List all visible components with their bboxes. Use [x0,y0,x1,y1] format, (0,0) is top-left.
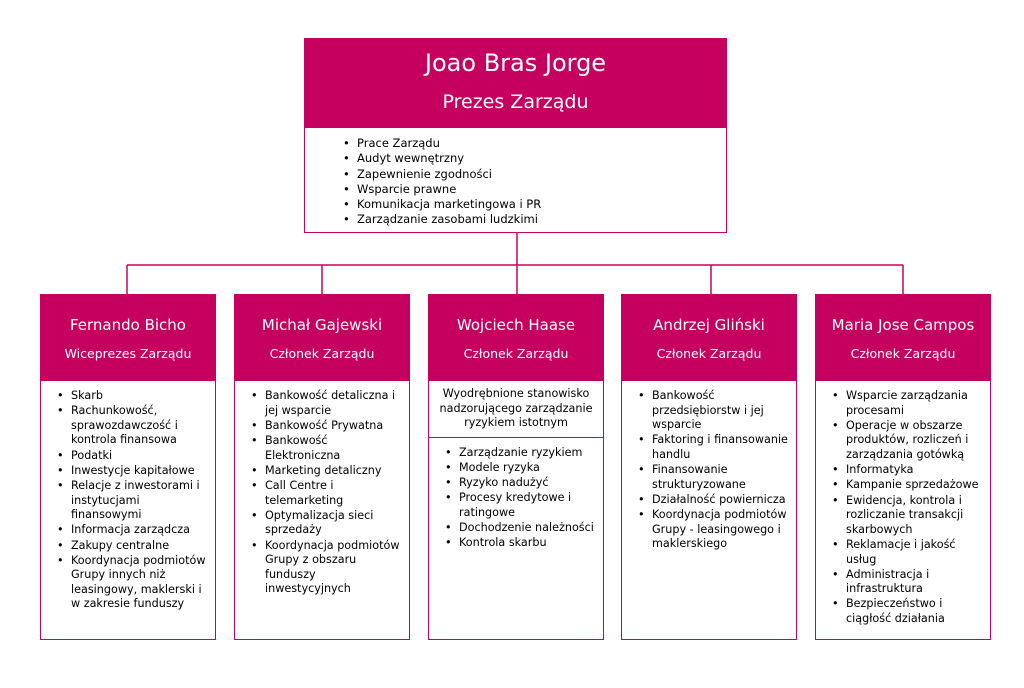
list-item: • Koordynacja podmiotów Grupy - leasingowego i maklerskiego [652,508,790,552]
list-item: • Bankowość Prywatna [265,419,403,434]
ceo-name: Joao Bras Jorge [424,49,607,77]
list-item: • Informatyka [846,463,984,478]
ceo-header [305,39,726,128]
member-responsibilities [41,381,215,612]
list-item: • Bankowość Elektroniczna [265,434,403,463]
member-role: Członek Zarządu [463,346,569,361]
member-name: Fernando Bicho [69,316,186,334]
member-role: Członek Zarządu [269,346,375,361]
member-box-gajewski [234,294,410,640]
member-header [816,295,990,381]
list-item: • Audyt wewnętrzny [357,151,726,166]
member-name: Maria Jose Campos [831,316,975,334]
list-item: • Wsparcie prawne [357,182,726,197]
member-responsibilities [622,381,796,552]
member-role: Wiceprezes Zarządu [64,346,192,361]
member-box-glinski [621,294,797,640]
list-item: • Kontrola skarbu [459,536,597,551]
list-item: • Kampanie sprzedażowe [846,478,984,493]
member-box-campos [815,294,991,640]
list-item: • Dochodzenie należności [459,521,597,536]
member-role: Członek Zarządu [850,346,956,361]
list-item: • Prace Zarządu [357,136,726,151]
list-item: • Inwestycje kapitałowe [71,464,209,479]
member-header [622,295,796,381]
list-item: • Relacje z inwestorami i instytucjami finansowymi [71,479,209,523]
list-item: • Ewidencja, kontrola i rozliczanie transakcji skarbowych [846,494,984,538]
list-item: • Informacja zarządcza [71,523,209,538]
list-item: • Marketing detaliczny [265,464,403,479]
member-responsibilities [235,381,409,597]
member-box-haase [428,294,604,640]
ceo-responsibilities [305,128,726,228]
list-item: • Ryzyko nadużyć [459,476,597,491]
list-item: • Zapewnienie zgodności [357,167,726,182]
list-item: • Faktoring i finansowanie handlu [652,433,790,462]
member-note: Wyodrębnione stanowisko nadzorującego zarządzanie ryzykiem istotnym [429,381,603,438]
member-name: Andrzej Gliński [653,316,765,334]
list-item: • Zarządzanie zasobami ludzkimi [357,212,726,227]
list-item: • Administracja i infrastruktura [846,568,984,597]
list-item: • Call Centre i telemarketing [265,479,403,508]
member-header [41,295,215,381]
list-item: • Rachunkowość, sprawozdawczość i kontrola finansowa [71,404,209,448]
list-item: • Reklamacje i jakość usług [846,538,984,567]
list-item: • Operacje w obszarze produktów, rozliczeń i zarządzania gotówką [846,419,984,463]
list-item: • Koordynacja podmiotów Grupy z obszaru funduszy inwestycyjnych [265,539,403,597]
member-header [235,295,409,381]
list-item: • Bankowość detaliczna i jej wsparcie [265,389,403,418]
list-item: • Finansowanie strukturyzowane [652,463,790,492]
list-item: • Bankowość przedsiębiorstw i jej wsparcie [652,389,790,433]
list-item: • Skarb [71,389,209,404]
member-name: Michał Gajewski [261,316,383,334]
list-item: • Zarządzanie ryzykiem [459,446,597,461]
member-box-bicho [40,294,216,640]
list-item: • Bezpieczeństwo i ciągłość działania [846,597,984,626]
member-responsibilities [816,381,990,627]
list-item: • Działalność powiernicza [652,493,790,508]
ceo-role: Prezes Zarządu [442,91,589,113]
list-item: • Koordynacja podmiotów Grupy innych niż leasingowy, maklerski i w zakresie funduszy [71,554,209,612]
list-item: • Optymalizacja sieci sprzedaży [265,509,403,538]
list-item: • Zakupy centralne [71,539,209,554]
ceo-box [304,38,727,233]
member-responsibilities [429,438,603,551]
list-item: • Wsparcie zarządzania procesami [846,389,984,418]
member-role: Członek Zarządu [656,346,762,361]
member-header [429,295,603,381]
member-name: Wojciech Haase [456,316,576,334]
list-item: • Podatki [71,449,209,464]
list-item: • Komunikacja marketingowa i PR [357,197,726,212]
list-item: • Procesy kredytowe i ratingowe [459,491,597,520]
list-item: • Modele ryzyka [459,461,597,476]
